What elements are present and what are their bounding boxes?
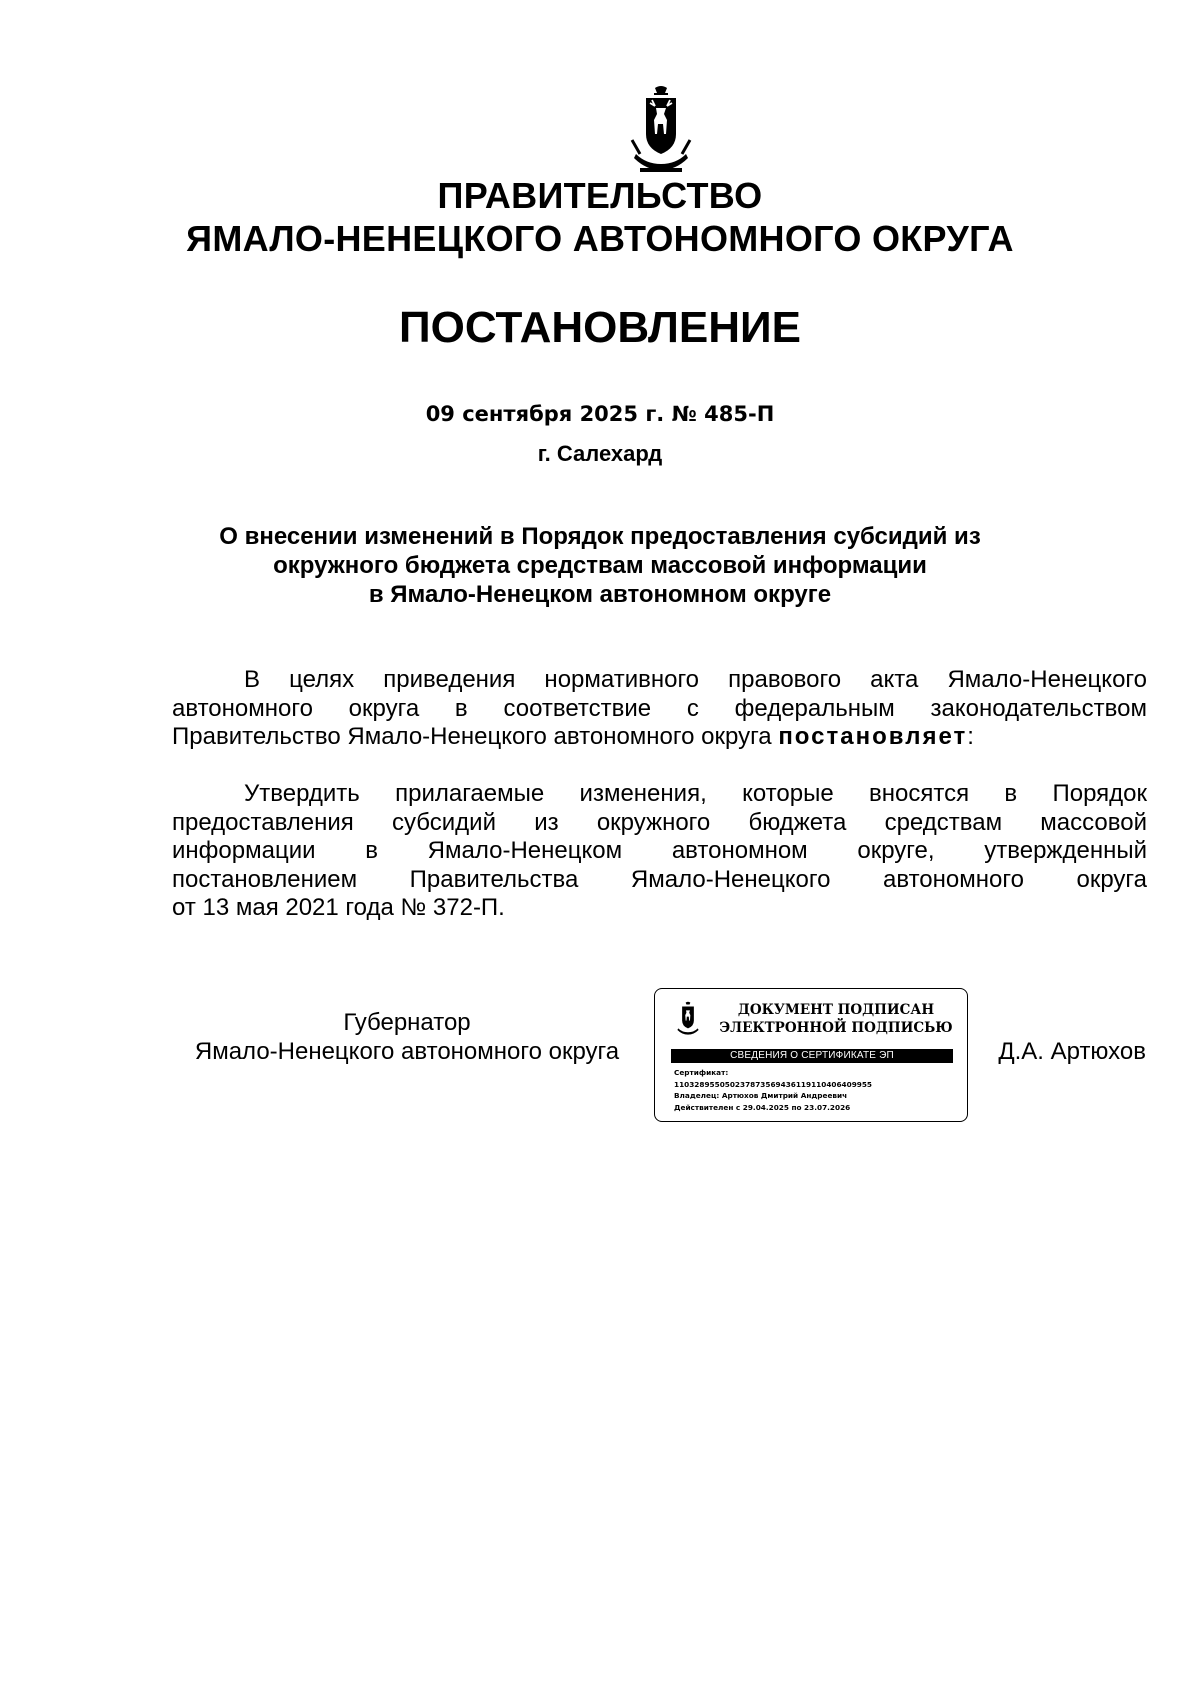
paragraph-resolution bbox=[172, 780, 1147, 923]
cert-owner: Владелец: Артюхов Дмитрий Андреевич bbox=[674, 1091, 848, 1100]
paragraph-text: : bbox=[967, 723, 974, 750]
e-signature-stamp bbox=[654, 988, 968, 1122]
paragraph-text: Правительство Ямало-Ненецкого автономного округа bbox=[172, 723, 779, 750]
org-name-line1: ПРАВИТЕЛЬСТВО bbox=[437, 175, 763, 216]
coat-of-arms-icon bbox=[675, 1001, 701, 1037]
paragraph-line: Утвердить прилагаемые изменения, которые вносятся в Порядок bbox=[244, 780, 1147, 807]
coat-of-arms-icon bbox=[628, 84, 694, 176]
paragraph-line: от 13 мая 2021 года № 372-П. bbox=[172, 894, 505, 921]
stamp-title-line: ЭЛЕКТРОННОЙ ПОДПИСЬЮ bbox=[719, 1020, 953, 1036]
decree-keyword: постановляет bbox=[778, 723, 968, 750]
subject-line: в Ямало-Ненецком автономном округе bbox=[368, 581, 832, 608]
paragraph-line: постановлением Правительства Ямало-Ненецкого автономного округа bbox=[172, 865, 1147, 893]
paragraph-line: В целях приведения нормативного правового акта Ямало-Ненецкого bbox=[244, 666, 1147, 693]
document-subject bbox=[150, 522, 1050, 609]
document-type: ПОСТАНОВЛЕНИЕ bbox=[398, 303, 802, 352]
signatory-position bbox=[172, 1008, 642, 1066]
cert-validity: Действителен с 29.04.2025 по 23.07.2026 bbox=[674, 1102, 851, 1112]
stamp-certificate-bar: СВЕДЕНИЯ О СЕРТИФИКАТЕ ЭП bbox=[671, 1049, 953, 1063]
stamp-title bbox=[713, 1001, 959, 1037]
org-name-line2: ЯМАЛО-НЕНЕЦКОГО АВТОНОМНОГО ОКРУГА bbox=[186, 218, 1014, 259]
city: г. Салехард bbox=[537, 441, 663, 466]
subject-line: окружного бюджета средствам массовой информации bbox=[273, 552, 927, 579]
stamp-certificate-details bbox=[674, 1067, 872, 1113]
stamp-title-line: ДОКУМЕНТ ПОДПИСАН bbox=[737, 1002, 935, 1018]
paragraph-line: автономного округа в соответствие с федеральным законодательством bbox=[172, 694, 1147, 722]
paragraph-line: информации в Ямало-Ненецком автономном округе, утвержденный bbox=[172, 837, 1147, 864]
signatory-name: Д.А. Артюхов bbox=[998, 1038, 1146, 1065]
position-title: Губернатор bbox=[343, 1009, 471, 1036]
date-number: 09 сентября 2025 г. № 485-П bbox=[425, 402, 775, 426]
paragraph-line bbox=[172, 723, 1147, 752]
paragraph-preamble bbox=[172, 666, 1147, 752]
position-region: Ямало-Ненецкого автономного округа bbox=[194, 1038, 620, 1065]
cert-label: Сертификат: bbox=[674, 1068, 729, 1077]
paragraph-line: предоставления субсидий из окружного бюджета средствам массовой bbox=[172, 808, 1147, 836]
cert-number: 110328955050237873569436119110406409955 bbox=[674, 1079, 873, 1089]
subject-line: О внесении изменений в Порядок предоставления субсидий из bbox=[219, 523, 981, 550]
